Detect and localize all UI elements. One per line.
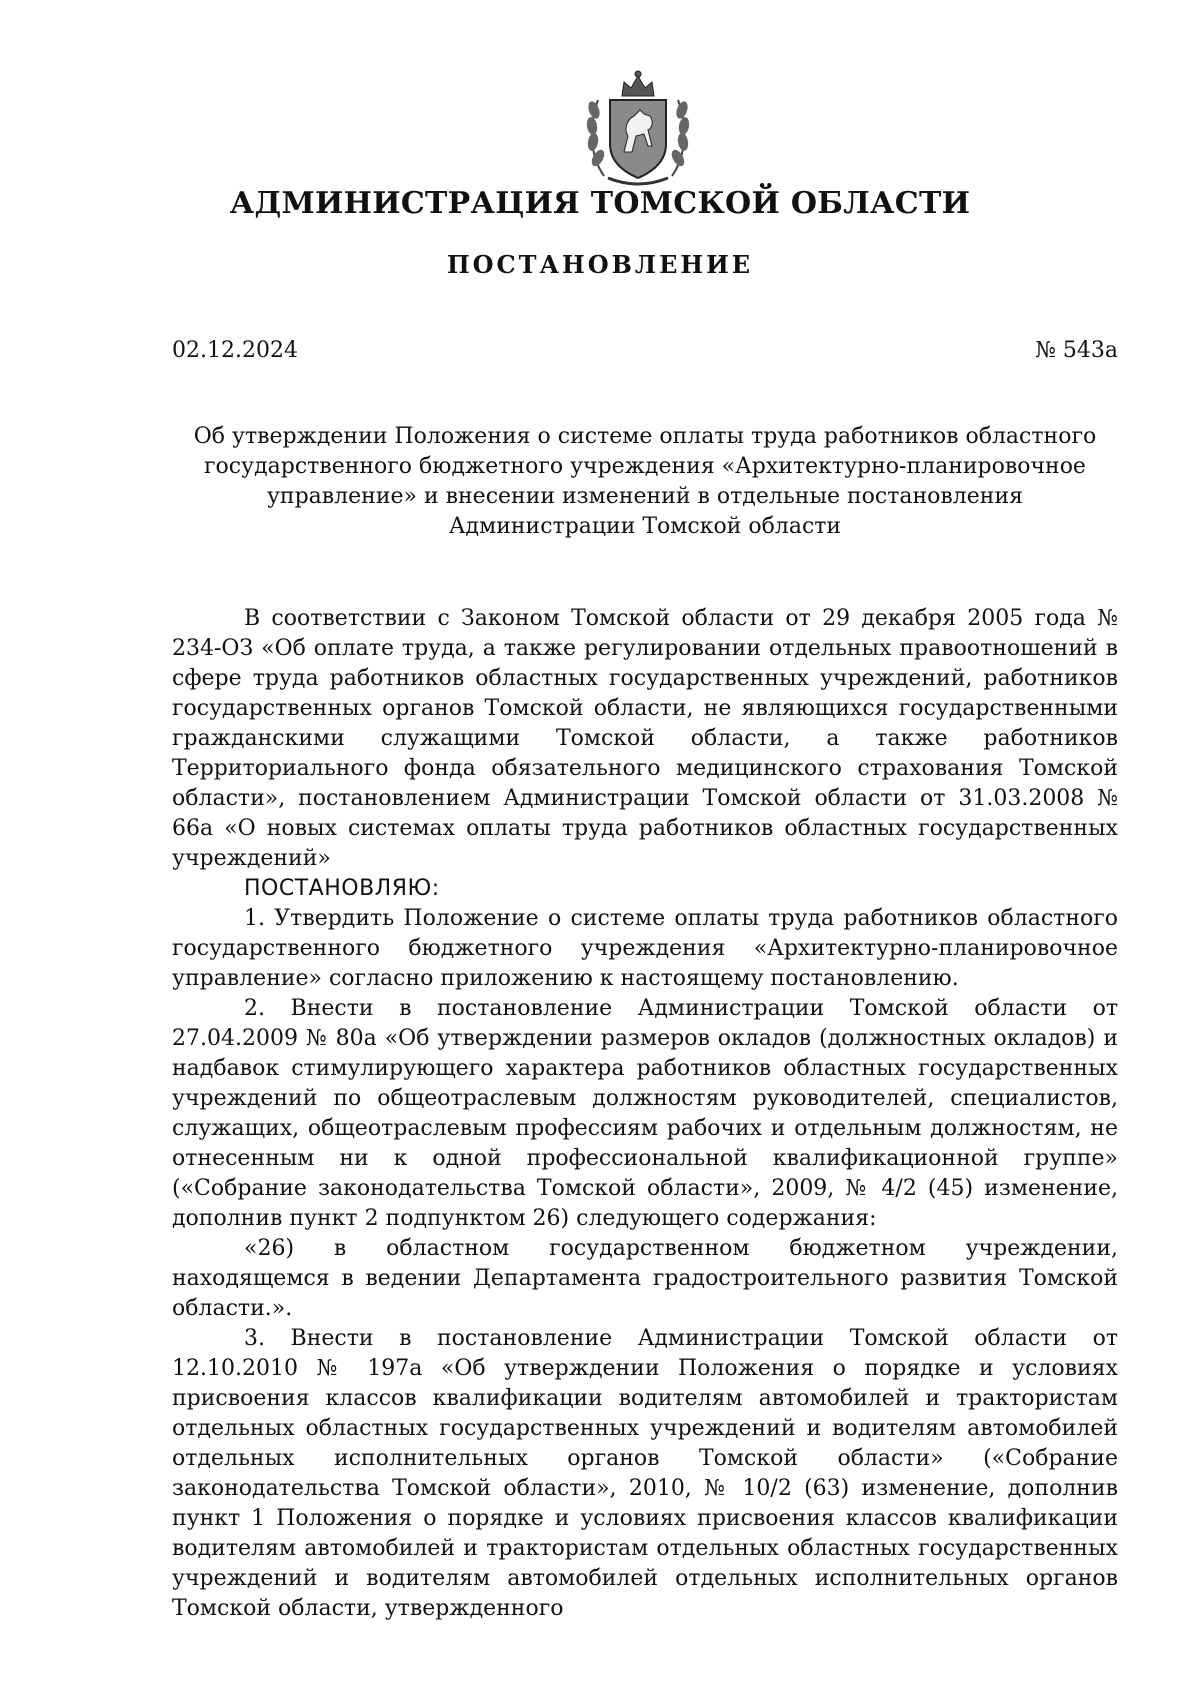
item-2-paragraph: 2. Внести в постановление Администрации Томской области от 27.04.2009 № 80а «Об утверждении размеров окладов (должностных окладов) и надбавок стимулирующего характера работников областных государственных учреждений по общеотраслевым должностям руководителей, специалистов, служащих, общеотраслевым профессиям рабочих и отдельным должностям, не отнесенным ни к одной профессиональной квалификационной группе» («Собрание законодательства Томской области», 2009, № 4/2 (45) изменение, дополнив пункт 2 подпунктом 26) следующего содержания: bbox=[172, 996, 1118, 1231]
item-3-paragraph: 3. Внести в постановление Администрации Томской области от 12.10.2010 № 197а «Об утверждении Положения о порядке и условиях присвоения классов квалификации водителям автомобилей и трактористам отдельных областных государственных учреждений и водителям автомобилей отдельных исполнительных органов Томской области» («Собрание законодательства Томской области», 2010, № 10/2 (63) изменение, дополнив пункт 1 Положения о порядке и условиях присвоения классов квалификации водителям автомобилей и трактористам отдельных областных государственных учреждений и водителям автомобилей отдельных исполнительных органов Томской области, утвержденного bbox=[172, 1326, 1118, 1621]
organization-title: АДМИНИСТРАЦИЯ ТОМСКОЙ ОБЛАСТИ bbox=[229, 186, 971, 221]
document-subject: Об утверждении Положения о системе оплаты труда работников областного государственного бюджетного учреждения «Архитектурно-планировочное управление» и внесении изменений в отдельные постановления Администрации Томской области bbox=[193, 424, 1097, 539]
preamble-paragraph: В соответствии с Законом Томской области от 29 декабря 2005 года № 234-ОЗ «Об оплате труда, а также регулировании отдельных правоотношений в сфере труда работников областных государственных учреждений, работников государственных органов Томской области, не являющихся государственными гражданскими служащими Томской области, а также работников Территориального фонда обязательного медицинского страхования Томской области», постановлением Администрации Томской области от 31.03.2008 № 66а «О новых системах оплаты труда работников областных государственных учреждений» bbox=[172, 606, 1118, 871]
item-2-quote-paragraph: «26) в областном государственном бюджетном учреждении, находящемся в ведении Департамента градостроительного развития Томской области.». bbox=[172, 1236, 1118, 1321]
document-type: ПОСТАНОВЛЕНИЕ bbox=[446, 250, 754, 279]
coat-of-arms-icon bbox=[584, 66, 692, 194]
decree-heading: ПОСТАНОВЛЯЮ: bbox=[244, 876, 440, 901]
document-number: № 543а bbox=[1035, 338, 1118, 363]
document-body bbox=[172, 604, 1118, 1624]
item-1-paragraph: 1. Утвердить Положение о системе оплаты труда работников областного государственного бюджетного учреждения «Архитектурно-планировочное управление» согласно приложению к настоящему постановлению. bbox=[172, 906, 1118, 991]
document-date: 02.12.2024 bbox=[172, 338, 298, 363]
